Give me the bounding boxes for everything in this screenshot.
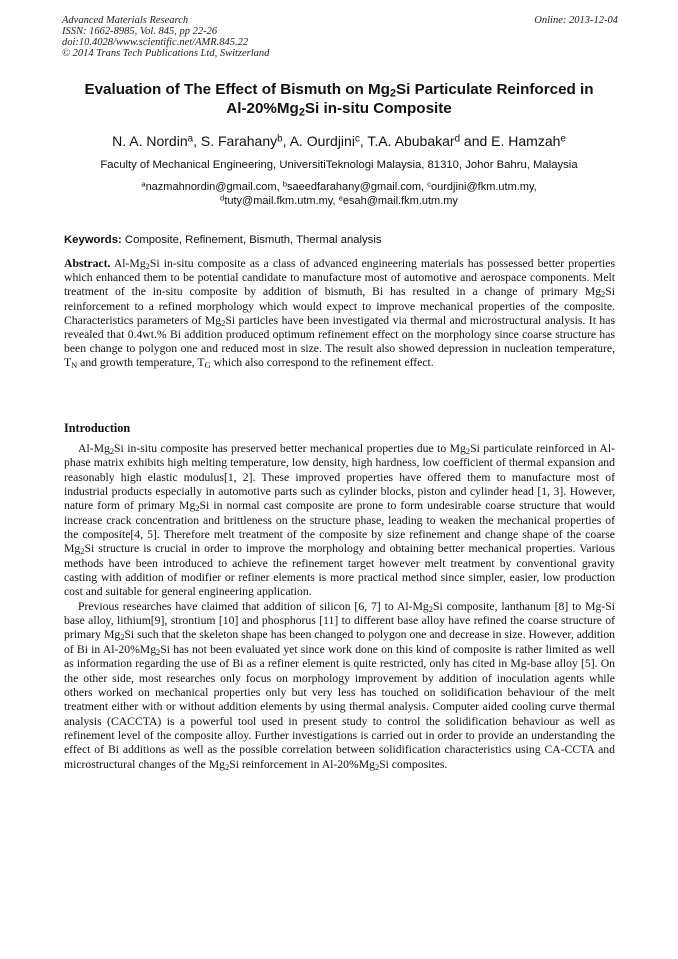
abstract-text: and growth temperature, T: [77, 356, 205, 370]
subscript: 2: [221, 317, 226, 328]
email-mark: e: [338, 193, 343, 203]
online-date: Online: 2013-12-04: [534, 15, 618, 26]
abstract: [64, 257, 615, 371]
keywords: [64, 233, 620, 247]
section-heading-introduction: Introduction: [64, 421, 131, 435]
abstract-text: Al-Mg: [110, 257, 146, 270]
title-text: Si in-situ Composite: [304, 100, 452, 117]
paragraph-text: Previous researches have claimed that addition of silicon [6, 7] to Al-Mg: [78, 599, 429, 613]
issn-line: ISSN: 1662-8985, Vol. 845, pp 22-26: [62, 26, 218, 37]
title-text: Evaluation of The Effect of Bismuth on Mg: [84, 81, 390, 98]
email-address: saeedfarahany@gmail.com,: [286, 181, 428, 193]
subscript: 2: [374, 761, 380, 772]
paragraph-text: Si in-situ composite has preserved better mechanical properties due to Mg: [114, 442, 466, 455]
subscript: 2: [195, 503, 200, 514]
keywords-label: Keywords:: [64, 234, 122, 246]
paragraph-text: Si has not been evaluated yet since work done on this kind of composite is rather limited as well as information regarding the use of Bi as a refiner element is quite restricted, only has cited in Mg-base alloy [5]. On the other side, most researches only focus on morphology improvement by addition of inoculation agents while others worked on mechanical properties only but very less has touched on solidification behaviour of the melt treatment either with or without addition elements by using thermal analysis. Computer aided cooling curve thermal analysis (CACCTA) is a powerful tool used in present study to control the solidification behaviour as well as refinement level of the composite alloy. Further investigations is carried out in order to provide an understanding the effect of Bi additions as well as the possible correlation between solidification characteristics using CA-CCTA and microstructural changes of the Mg: [64, 642, 615, 771]
affiliation: Faculty of Mechanical Engineering, UniversitiTeknologi Malaysia, 81310, Johor Bahru, Malaysia: [100, 159, 578, 171]
author-list: [40, 132, 638, 150]
email-mark: c: [427, 179, 431, 189]
paragraph: [64, 442, 615, 600]
title-text: Si Particulate Reinforced in: [396, 81, 594, 98]
abstract-text: Si reinforcement to a refined morphology which would expect to improve mechanical properties of the composite. Characteristics parameters of Mg: [64, 285, 615, 327]
paper-title: [40, 80, 638, 118]
author-name: and E. Hamzah: [460, 133, 561, 149]
journal-name: Advanced Materials Research: [62, 15, 189, 26]
keywords-text: Composite, Refinement, Bismuth, Thermal analysis: [121, 234, 382, 246]
subscript: 2: [465, 446, 471, 457]
subscript: 2: [224, 761, 230, 772]
paragraph-text: Si composite, lanthanum [8] to Mg-Si base alloy, lithium[9], strontium [10] and phosphorus [11] to different base alloy have refined the coarse structure of primary Mg: [64, 599, 615, 642]
subscript: 2: [145, 261, 150, 272]
paragraph-text: Al-Mg: [78, 442, 110, 455]
email-address: tuty@mail.fkm.utm.my,: [224, 195, 339, 207]
journal-header: [62, 15, 618, 59]
paragraph: [64, 600, 615, 772]
author-mark: b: [277, 133, 283, 145]
email-list: [40, 180, 638, 208]
abstract-text: Si particles have been investigated via thermal and microstructural analysis. It has revealed that 0.4wt.% Bi addition produced optimum refinement effect on the morphology since coarse structure has been change to polygon one and reduced most in size. The result also showed depression in nucleation temperature, T: [64, 313, 615, 370]
doi-line: doi:10.4028/www.scientific.net/AMR.845.22: [62, 37, 249, 48]
abstract-label: Abstract.: [64, 257, 111, 270]
subscript: G: [204, 360, 211, 371]
email-mark: a: [141, 179, 146, 189]
email-mark: b: [282, 179, 287, 189]
author-name: , S. Farahany: [193, 133, 278, 149]
subscript: 2: [156, 646, 161, 657]
abstract-text: Si in-situ composite as a class of advanced engineering materials has possessed better properties which enhanced them to be potential candidate to manufacture most of automotive and aerospace components. Melt treatment of the in-situ composite by addition of bismuth, Bi has resulted in a change of primary Mg: [64, 257, 615, 299]
subscript: 2: [428, 603, 433, 614]
subscript: 2: [109, 446, 115, 457]
author-mark: a: [187, 133, 194, 145]
email-mark: d: [220, 193, 225, 203]
subscript: 2: [601, 289, 606, 300]
subscript: 2: [80, 546, 85, 557]
title-text: Al-20%Mg: [226, 100, 299, 117]
paragraph-text: Si reinforcement in Al-20%Mg: [229, 757, 375, 771]
paragraph-text: Si particulate reinforced in Al-phase matrix exhibits high melting temperature, low density, high hardness, low coefficient of thermal expansion and reasonably high elastic modulus[1, 2]. These improved properties have offered them to manufacture most of industrial products especially in automotive parts such as cylinder blocks, piston and cylinder head [1, 3]. However, nature form of primary Mg: [64, 442, 615, 513]
email-address: ourdjini@fkm.utm.my,: [431, 181, 537, 193]
subscript: N: [71, 360, 78, 371]
introduction-body: [64, 442, 615, 772]
paragraph-text: Si in normal cast composite are prone to form undesirable coarse structure that would increase crack concentration and brittleness on the structure phase, leading to weaken the mechanical properties of the composite[4, 5]. Therefore melt treatment of the composite by size refinement and change shape of the coarse Mg: [64, 499, 615, 556]
copyright-line: © 2014 Trans Tech Publications Ltd, Switzerland: [62, 48, 270, 59]
author-name: , A. Ourdjini: [282, 133, 355, 149]
author-name: N. A. Nordin: [112, 133, 188, 149]
subscript: 2: [120, 632, 125, 643]
author-mark: d: [454, 133, 461, 145]
paragraph-text: Si composites.: [379, 757, 448, 771]
abstract-text: which also correspond to the refinement effect.: [210, 356, 434, 370]
email-address: nazmahnordin@gmail.com,: [145, 181, 283, 193]
title-subscript: 2: [298, 106, 305, 119]
author-mark: e: [560, 133, 566, 145]
paragraph-text: Si such that the skeleton shape has been changed to polygon one and decrease in size. However, addition of Bi in Al-20%Mg: [64, 628, 616, 656]
author-mark: c: [354, 133, 360, 145]
author-name: , T.A. Abubakar: [359, 133, 455, 149]
paragraph-text: Si structure is crucial in order to improve the morphology and obtaining better mechanical properties. Various methods have been introduced to achieve the refinement target however melt treatment by conventional gravity casting with addition of modifier or refiner elements is more practical method since simpler, easier, low production cost and suitable for general engineering application.: [64, 542, 615, 599]
title-subscript: 2: [389, 87, 397, 100]
email-address: esah@mail.fkm.utm.my: [342, 195, 458, 207]
